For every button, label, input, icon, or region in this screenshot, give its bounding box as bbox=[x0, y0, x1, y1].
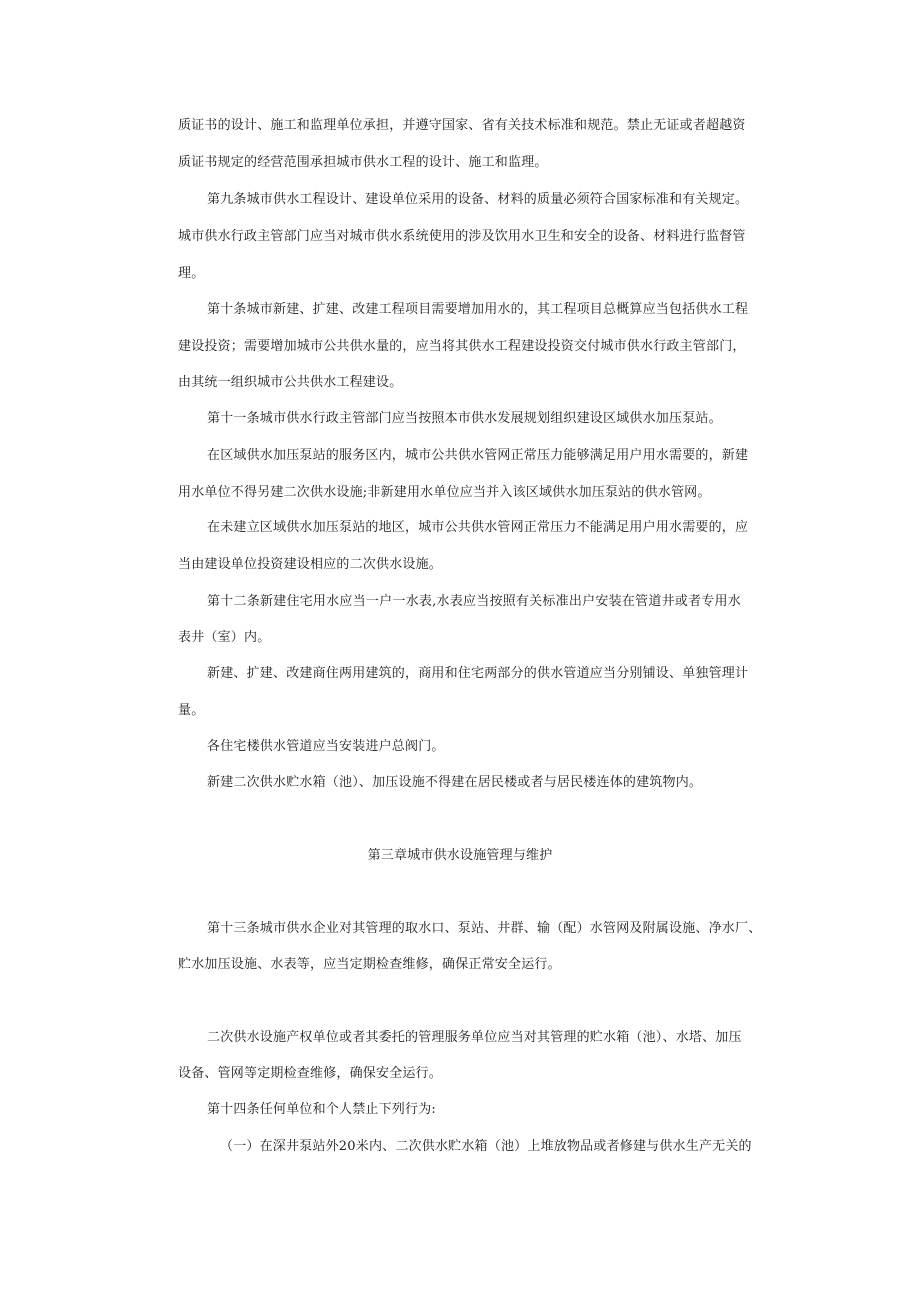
text-line: 建设投资；需要增加城市公共供水量的，应当将其供水工程建设投资交付城市供水行政主管部门， bbox=[178, 339, 746, 354]
text-line: 质证书规定的经营范围承担城市供水工程的设计、施工和监理。 bbox=[178, 155, 548, 170]
text-line: 用水单位不得另建二次供水设施;非新建用水单位应当并入该区域供水加压泵站的供水管网。 bbox=[178, 485, 711, 500]
text-line: 由其统一组织城市公共供水工程建设。 bbox=[178, 375, 403, 390]
text-line: 表井（室）内。 bbox=[178, 630, 271, 645]
article-10-line: 第十条城市新建、扩建、改建工程项目需要增加用水的，其工程项目总概算应当包括供水工程 bbox=[207, 302, 749, 317]
text-line: 城市供水行政主管部门应当对城市供水系统使用的涉及饮用水卫生和安全的设备、材料进行监督管 bbox=[178, 229, 746, 244]
text-line: 量。 bbox=[178, 703, 205, 718]
article-9-line: 第九条城市供水工程设计、建设单位采用的设备、材料的质量必须符合国家标准和有关规定。 bbox=[207, 192, 749, 207]
text-line: 质证书的设计、施工和监理单位承担，并遵守国家、省有关技术标准和规范。禁止无证或者超越资 bbox=[178, 118, 746, 133]
text-line: 在区域供水加压泵站的服务区内，城市公共供水管网正常压力能够满足用户用水需要的，新建 bbox=[207, 448, 749, 463]
text-line: 理。 bbox=[178, 266, 205, 281]
chapter-heading: 第三章城市供水设施管理与维护 bbox=[367, 848, 553, 863]
text-line: 设备、管网等定期检查维修，确保安全运行。 bbox=[178, 1066, 443, 1081]
text-line: 新建、扩建、改建商住两用建筑的，商用和住宅两部分的供水管道应当分别铺设、单独管理计 bbox=[207, 666, 749, 681]
text-line: 新建二次供水贮水箱（池）、加压设施不得建在居民楼或者与居民楼连体的建筑物内。 bbox=[207, 775, 703, 790]
article-12-line: 第十二条新建住宅用水应当一户一水表,水表应当按照有关标准出户安装在管道井或者专用水 bbox=[207, 594, 741, 609]
article-14-line: 第十四条任何单位和个人禁止下列行为: bbox=[207, 1102, 436, 1117]
text-line: 二次供水设施产权单位或者其委托的管理服务单位应当对其管理的贮水箱（池）、水塔、加压 bbox=[207, 1030, 742, 1045]
article-13-line: 第十三条城市供水企业对其管理的取水口、泵站、井群、输（配）水管网及附属设施、净水厂、 bbox=[207, 921, 762, 936]
list-item-line: （一）在深井泵站外20米内、二次供水贮水箱（池）上堆放物品或者修建与供水生产无关的 bbox=[220, 1139, 752, 1154]
article-11-line: 第十一条城市供水行政主管部门应当按照本市供水发展规划组织建设区域供水加压泵站。 bbox=[207, 411, 722, 426]
text-line: 在未建立区域供水加压泵站的地区，城市公共供水管网正常压力不能满足用户用水需要的，应 bbox=[207, 520, 749, 535]
text-line: 贮水加压设施、水表等，应当定期检查维修，确保正常安全运行。 bbox=[178, 957, 561, 972]
text-line: 各住宅楼供水管道应当安装进户总阀门。 bbox=[207, 739, 445, 754]
text-line: 当由建设单位投资建设相应的二次供水设施。 bbox=[178, 557, 443, 572]
